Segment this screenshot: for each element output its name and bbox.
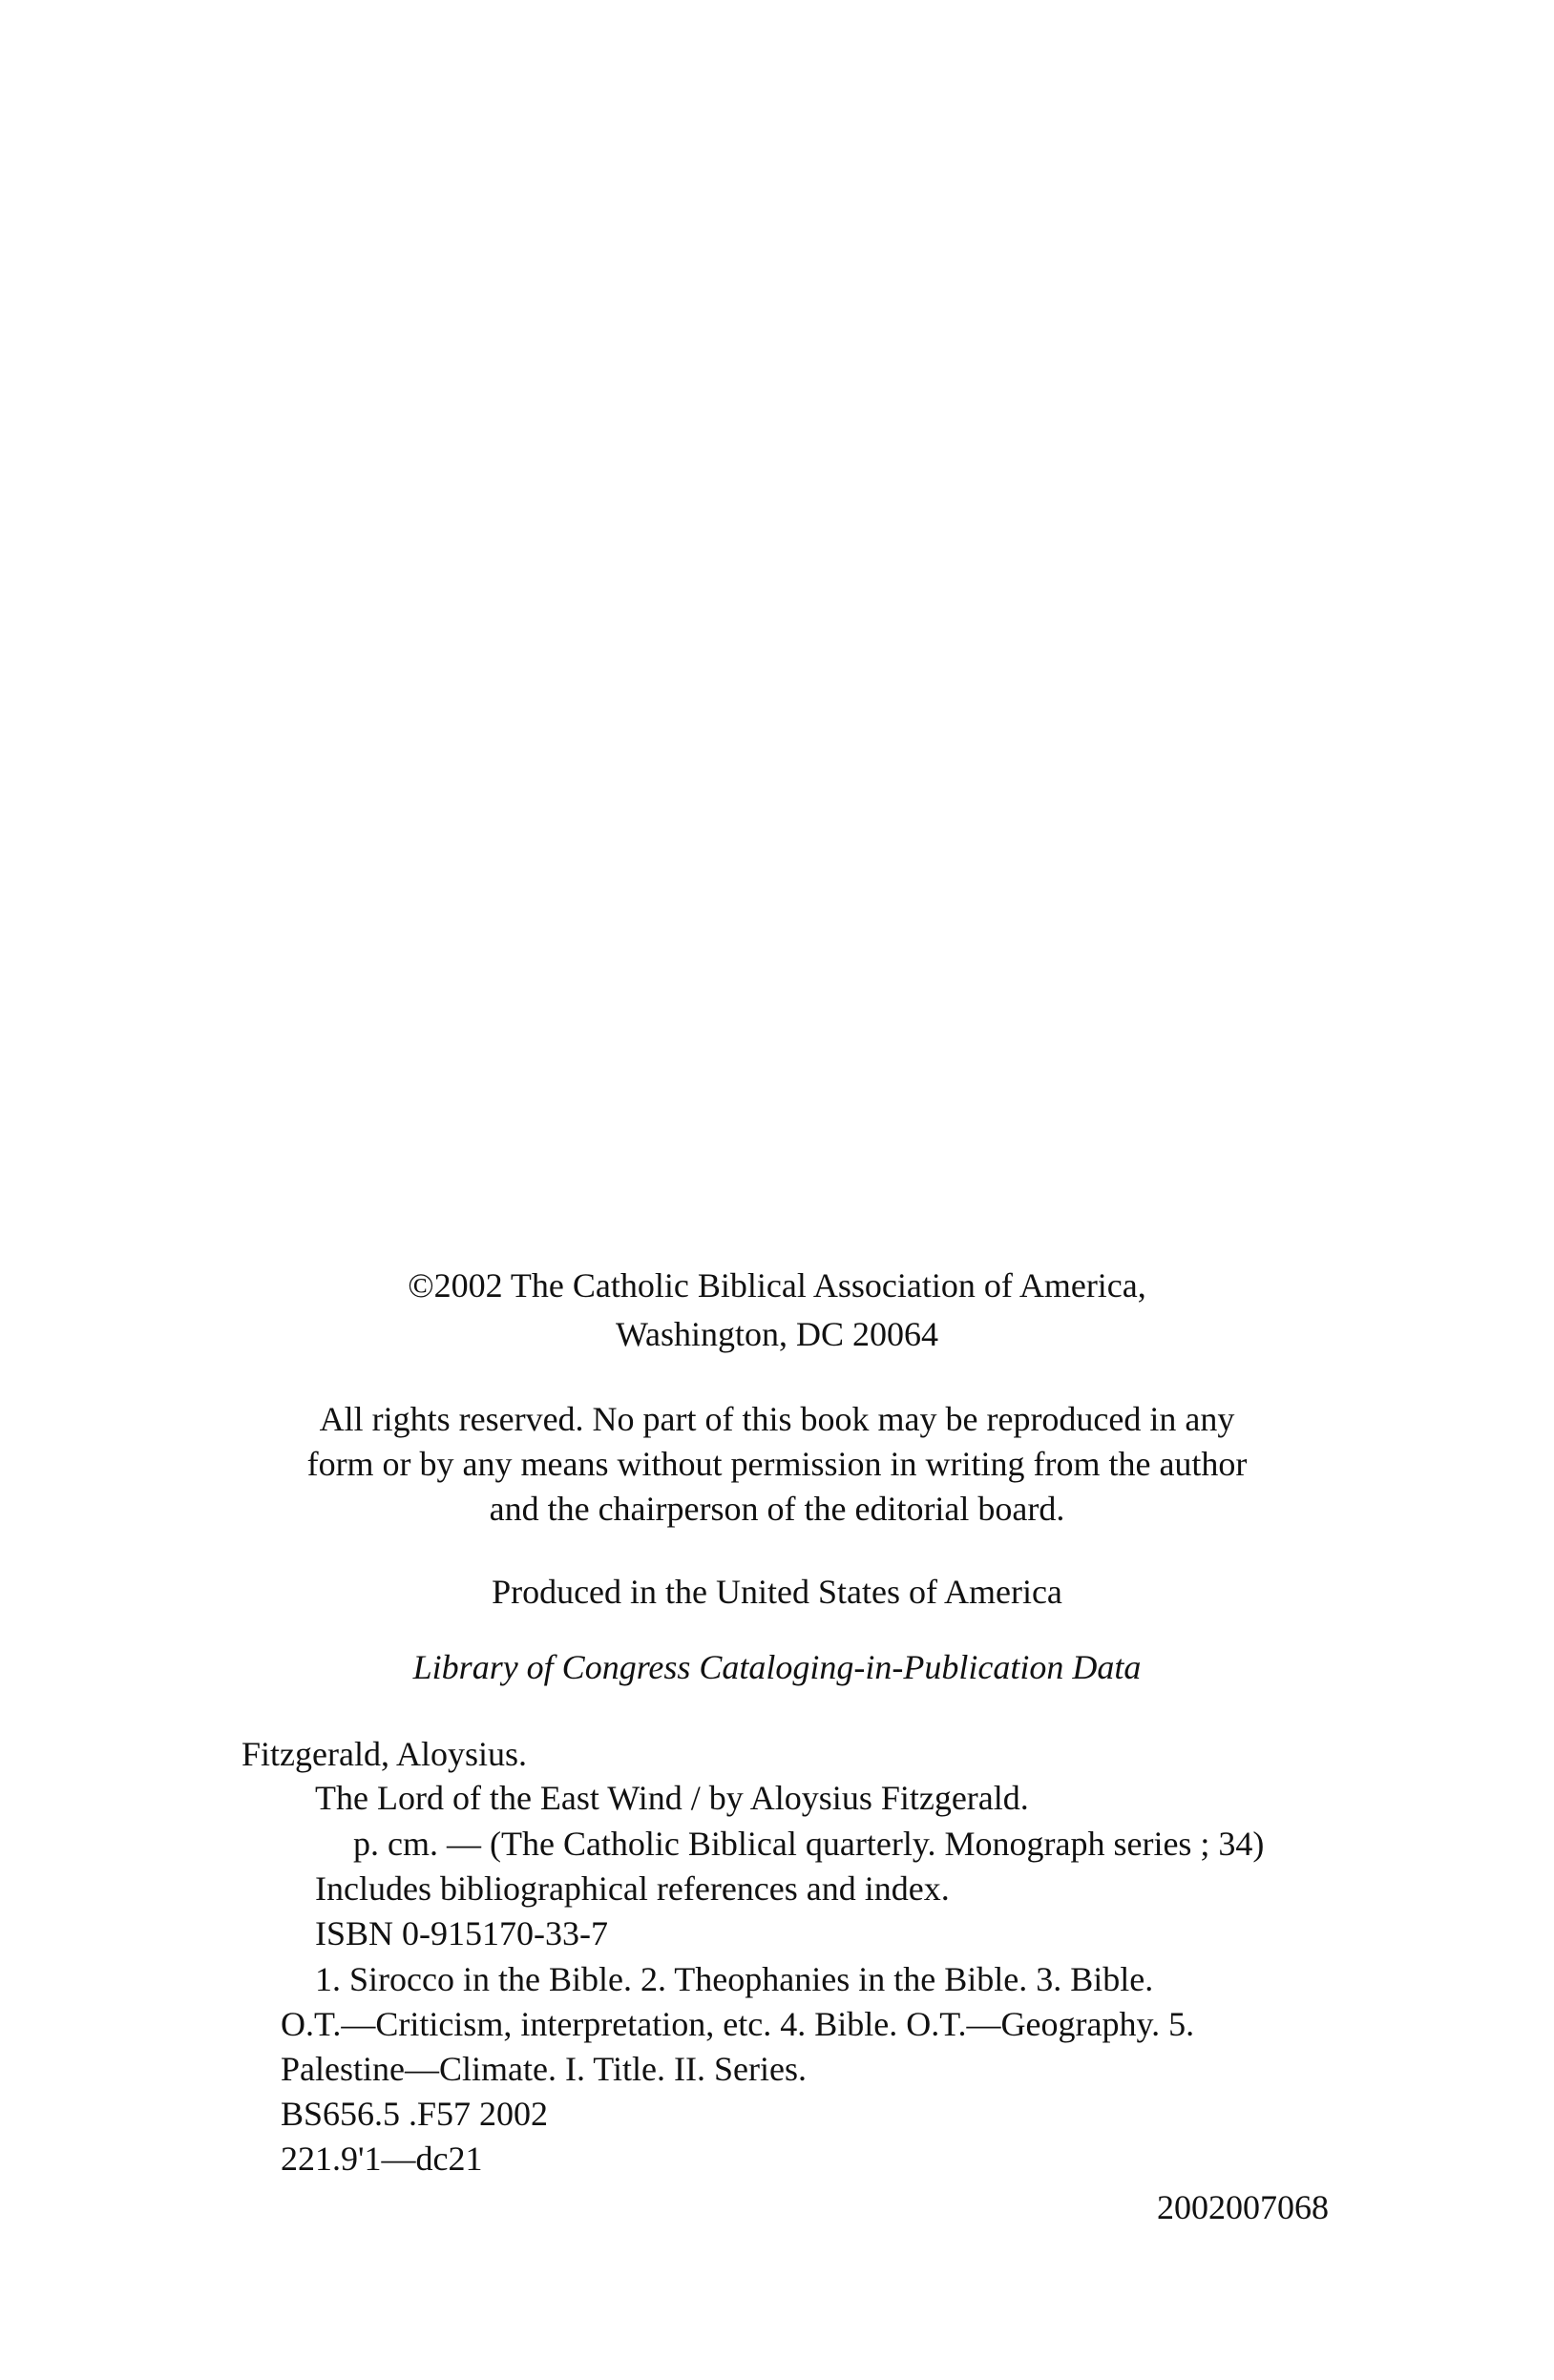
cip-subjects-line-1: 1. Sirocco in the Bible. 2. Theophanies in the Bible. 3. Bible. <box>315 1960 1154 1998</box>
cip-lc-call-number: BS656.5 .F57 2002 <box>281 2095 549 2133</box>
cip-physical-description: p. cm. — (The Catholic Biblical quarterly. Monograph series ; 34) <box>353 1825 1265 1863</box>
copyright-line: ©2002 The Catholic Biblical Association of America, <box>408 1266 1146 1305</box>
cip-notes: Includes bibliographical references and index. <box>315 1869 950 1908</box>
publisher-address: Washington, DC 20064 <box>615 1315 939 1353</box>
cip-dewey-number: 221.9'1—dc21 <box>281 2140 483 2178</box>
cip-lccn: 2002007068 <box>1157 2188 1329 2226</box>
rights-line-2: form or by any means without permission in writing from the author <box>306 1445 1248 1483</box>
cip-subjects-line-3: Palestine—Climate. I. Title. II. Series. <box>281 2050 807 2088</box>
cip-author: Fitzgerald, Aloysius. <box>242 1735 527 1773</box>
cip-subjects-line-2: O.T.—Criticism, interpretation, etc. 4. Bible. O.T.—Geography. 5. <box>281 2005 1195 2043</box>
cip-isbn: ISBN 0-915170-33-7 <box>315 1914 608 1952</box>
rights-line-1: All rights reserved. No part of this book may be reproduced in any <box>319 1400 1235 1438</box>
produced-in-line: Produced in the United States of America <box>492 1573 1062 1611</box>
cip-title: The Lord of the East Wind / by Aloysius Fitzgerald. <box>315 1779 1029 1817</box>
cip-heading: Library of Congress Cataloging-in-Publication Data <box>412 1648 1142 1686</box>
rights-line-3: and the chairperson of the editorial board. <box>489 1490 1065 1528</box>
